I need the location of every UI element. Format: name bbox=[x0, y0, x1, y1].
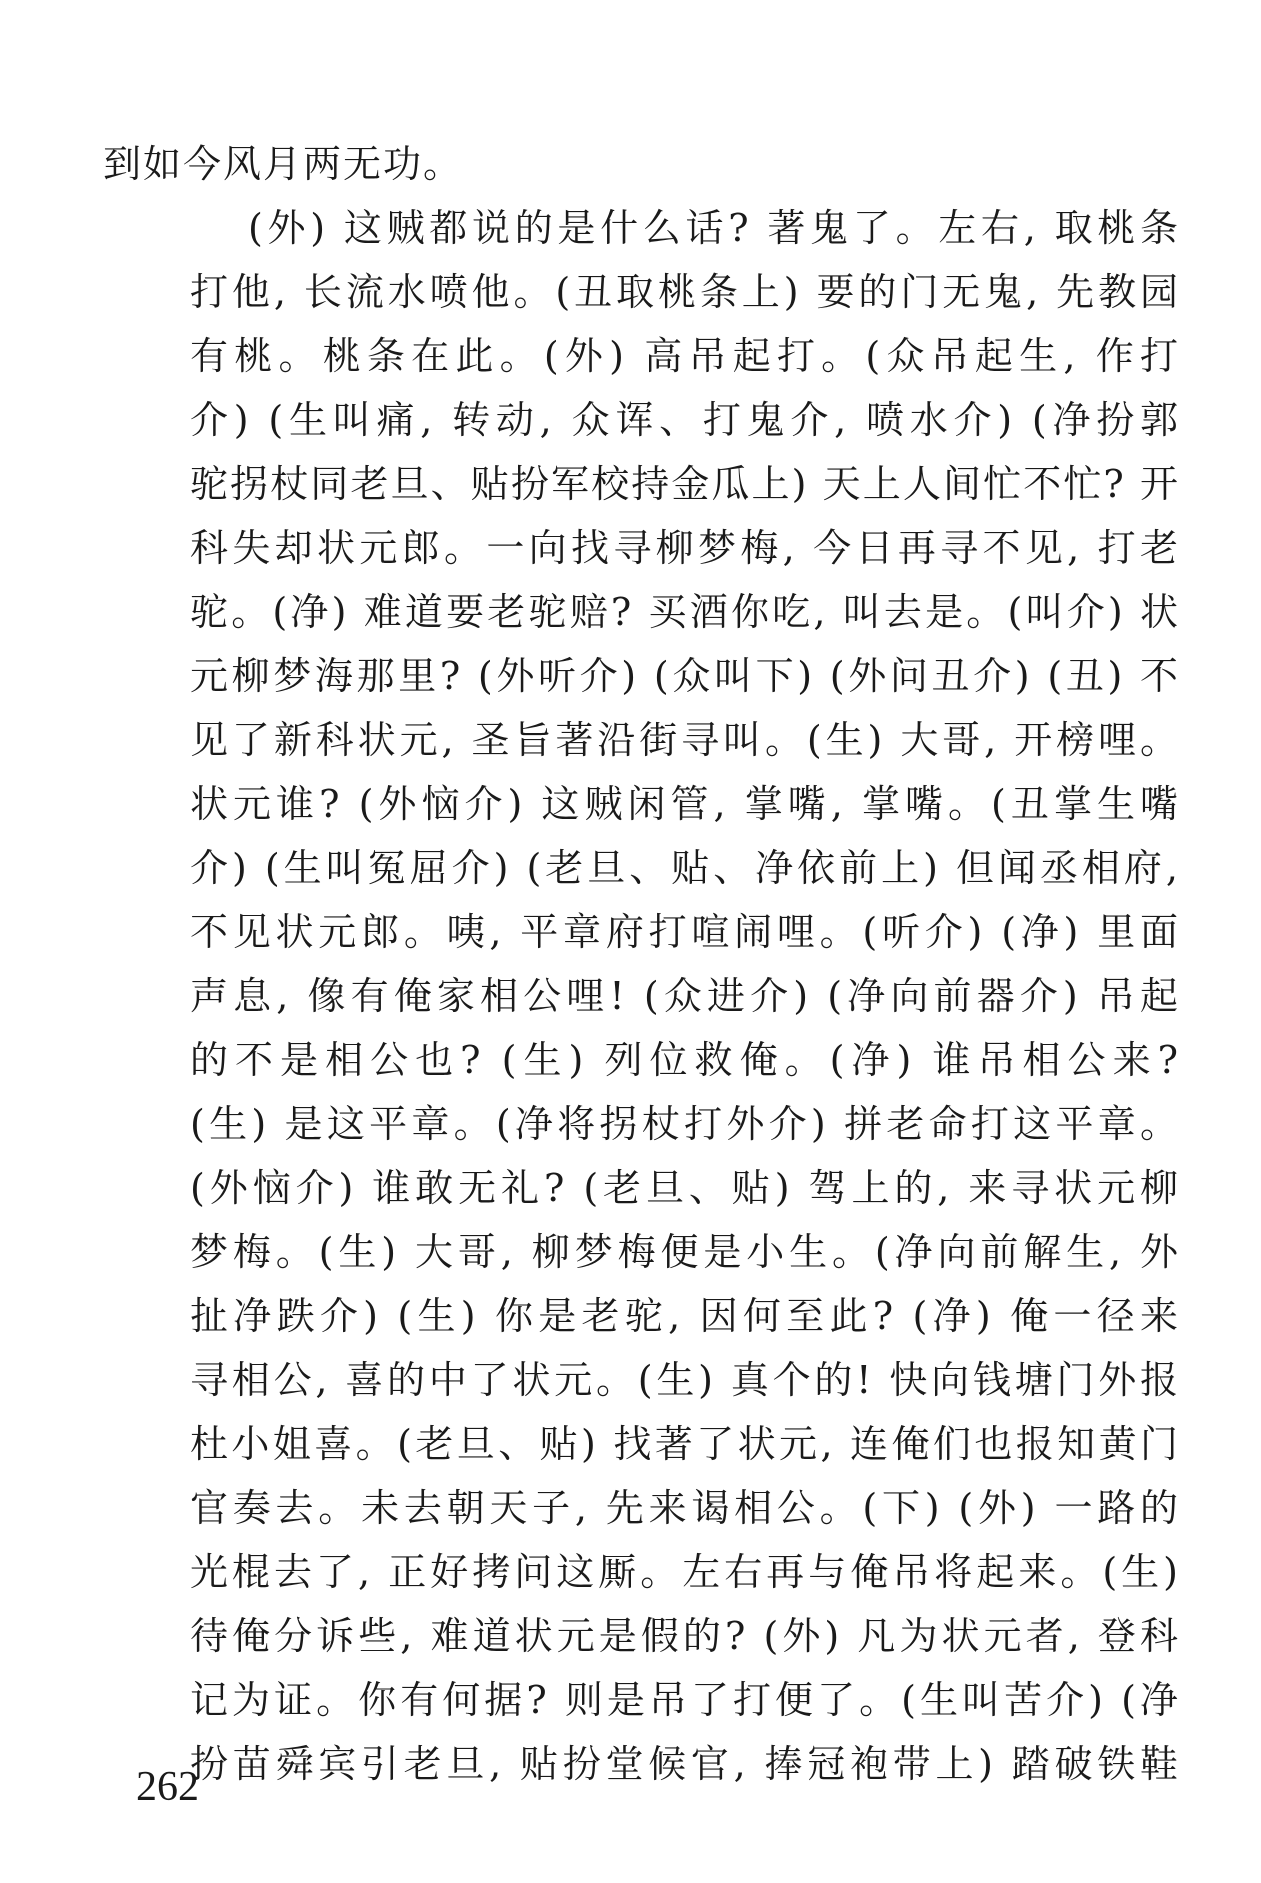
text-line: (外) 这贼都说的是什么话? 著鬼了。左右, 取桃条 bbox=[248, 206, 1180, 250]
text-line: 记为证。你有何据? 则是吊了打便了。(生叫苦介) (净 bbox=[190, 1678, 1180, 1722]
text-line: 介) (生叫冤屈介) (老旦、贴、净依前上) 但闻丞相府, bbox=[190, 846, 1180, 890]
text-line: (外恼介) 谁敢无礼? (老旦、贴) 驾上的, 来寻状元柳 bbox=[190, 1166, 1180, 1210]
text-line: 元柳梦海那里? (外听介) (众叫下) (外问丑介) (丑) 不 bbox=[190, 654, 1180, 698]
page-number: 262 bbox=[136, 1764, 199, 1810]
text-line: 扮苗舜宾引老旦, 贴扮堂候官, 捧冠袍带上) 踏破铁鞋 bbox=[190, 1742, 1180, 1786]
text-line: 状元谁? (外恼介) 这贼闲管, 掌嘴, 掌嘴。(丑掌生嘴 bbox=[190, 782, 1180, 826]
text-line: 见了新科状元, 圣旨著沿街寻叫。(生) 大哥, 开榜哩。 bbox=[190, 718, 1180, 762]
text-line: 官奏去。未去朝天子, 先来谒相公。(下) (外) 一路的 bbox=[190, 1486, 1180, 1530]
text-line: 的不是相公也? (生) 列位救俺。(净) 谁吊相公来? bbox=[190, 1038, 1180, 1082]
text-line: 扯净跌介) (生) 你是老驼, 因何至此? (净) 俺一径来 bbox=[190, 1294, 1180, 1338]
text-line: 不见状元郎。咦, 平章府打喧闹哩。(听介) (净) 里面 bbox=[190, 910, 1180, 954]
text-line: 驼。(净) 难道要老驼赔? 买酒你吃, 叫去是。(叫介) 状 bbox=[190, 590, 1180, 634]
text-line: (生) 是这平章。(净将拐杖打外介) 拼老命打这平章。 bbox=[190, 1102, 1180, 1146]
text-line: 寻相公, 喜的中了状元。(生) 真个的! 快向钱塘门外报 bbox=[190, 1358, 1180, 1402]
text-line: 科失却状元郎。一向找寻柳梦梅, 今日再寻不见, 打老 bbox=[190, 526, 1180, 570]
text-line: 到如今风月两无功。 bbox=[103, 142, 464, 186]
text-line: 驼拐杖同老旦、贴扮军校持金瓜上) 天上人间忙不忙? 开 bbox=[190, 462, 1180, 506]
text-line: 打他, 长流水喷他。(丑取桃条上) 要的门无鬼, 先教园 bbox=[190, 270, 1180, 314]
text-line: 待俺分诉些, 难道状元是假的? (外) 凡为状元者, 登科 bbox=[190, 1614, 1180, 1658]
text-line: 梦梅。(生) 大哥, 柳梦梅便是小生。(净向前解生, 外 bbox=[190, 1230, 1180, 1274]
text-line: 介) (生叫痛, 转动, 众诨、打鬼介, 喷水介) (净扮郭 bbox=[190, 398, 1180, 442]
text-line: 杜小姐喜。(老旦、贴) 找著了状元, 连俺们也报知黄门 bbox=[190, 1422, 1180, 1466]
text-line: 光棍去了, 正好拷问这厮。左右再与俺吊将起来。(生) bbox=[190, 1550, 1180, 1594]
text-line: 声息, 像有俺家相公哩! (众进介) (净向前器介) 吊起 bbox=[190, 974, 1180, 1018]
text-line: 有桃。桃条在此。(外) 高吊起打。(众吊起生, 作打 bbox=[190, 334, 1180, 378]
